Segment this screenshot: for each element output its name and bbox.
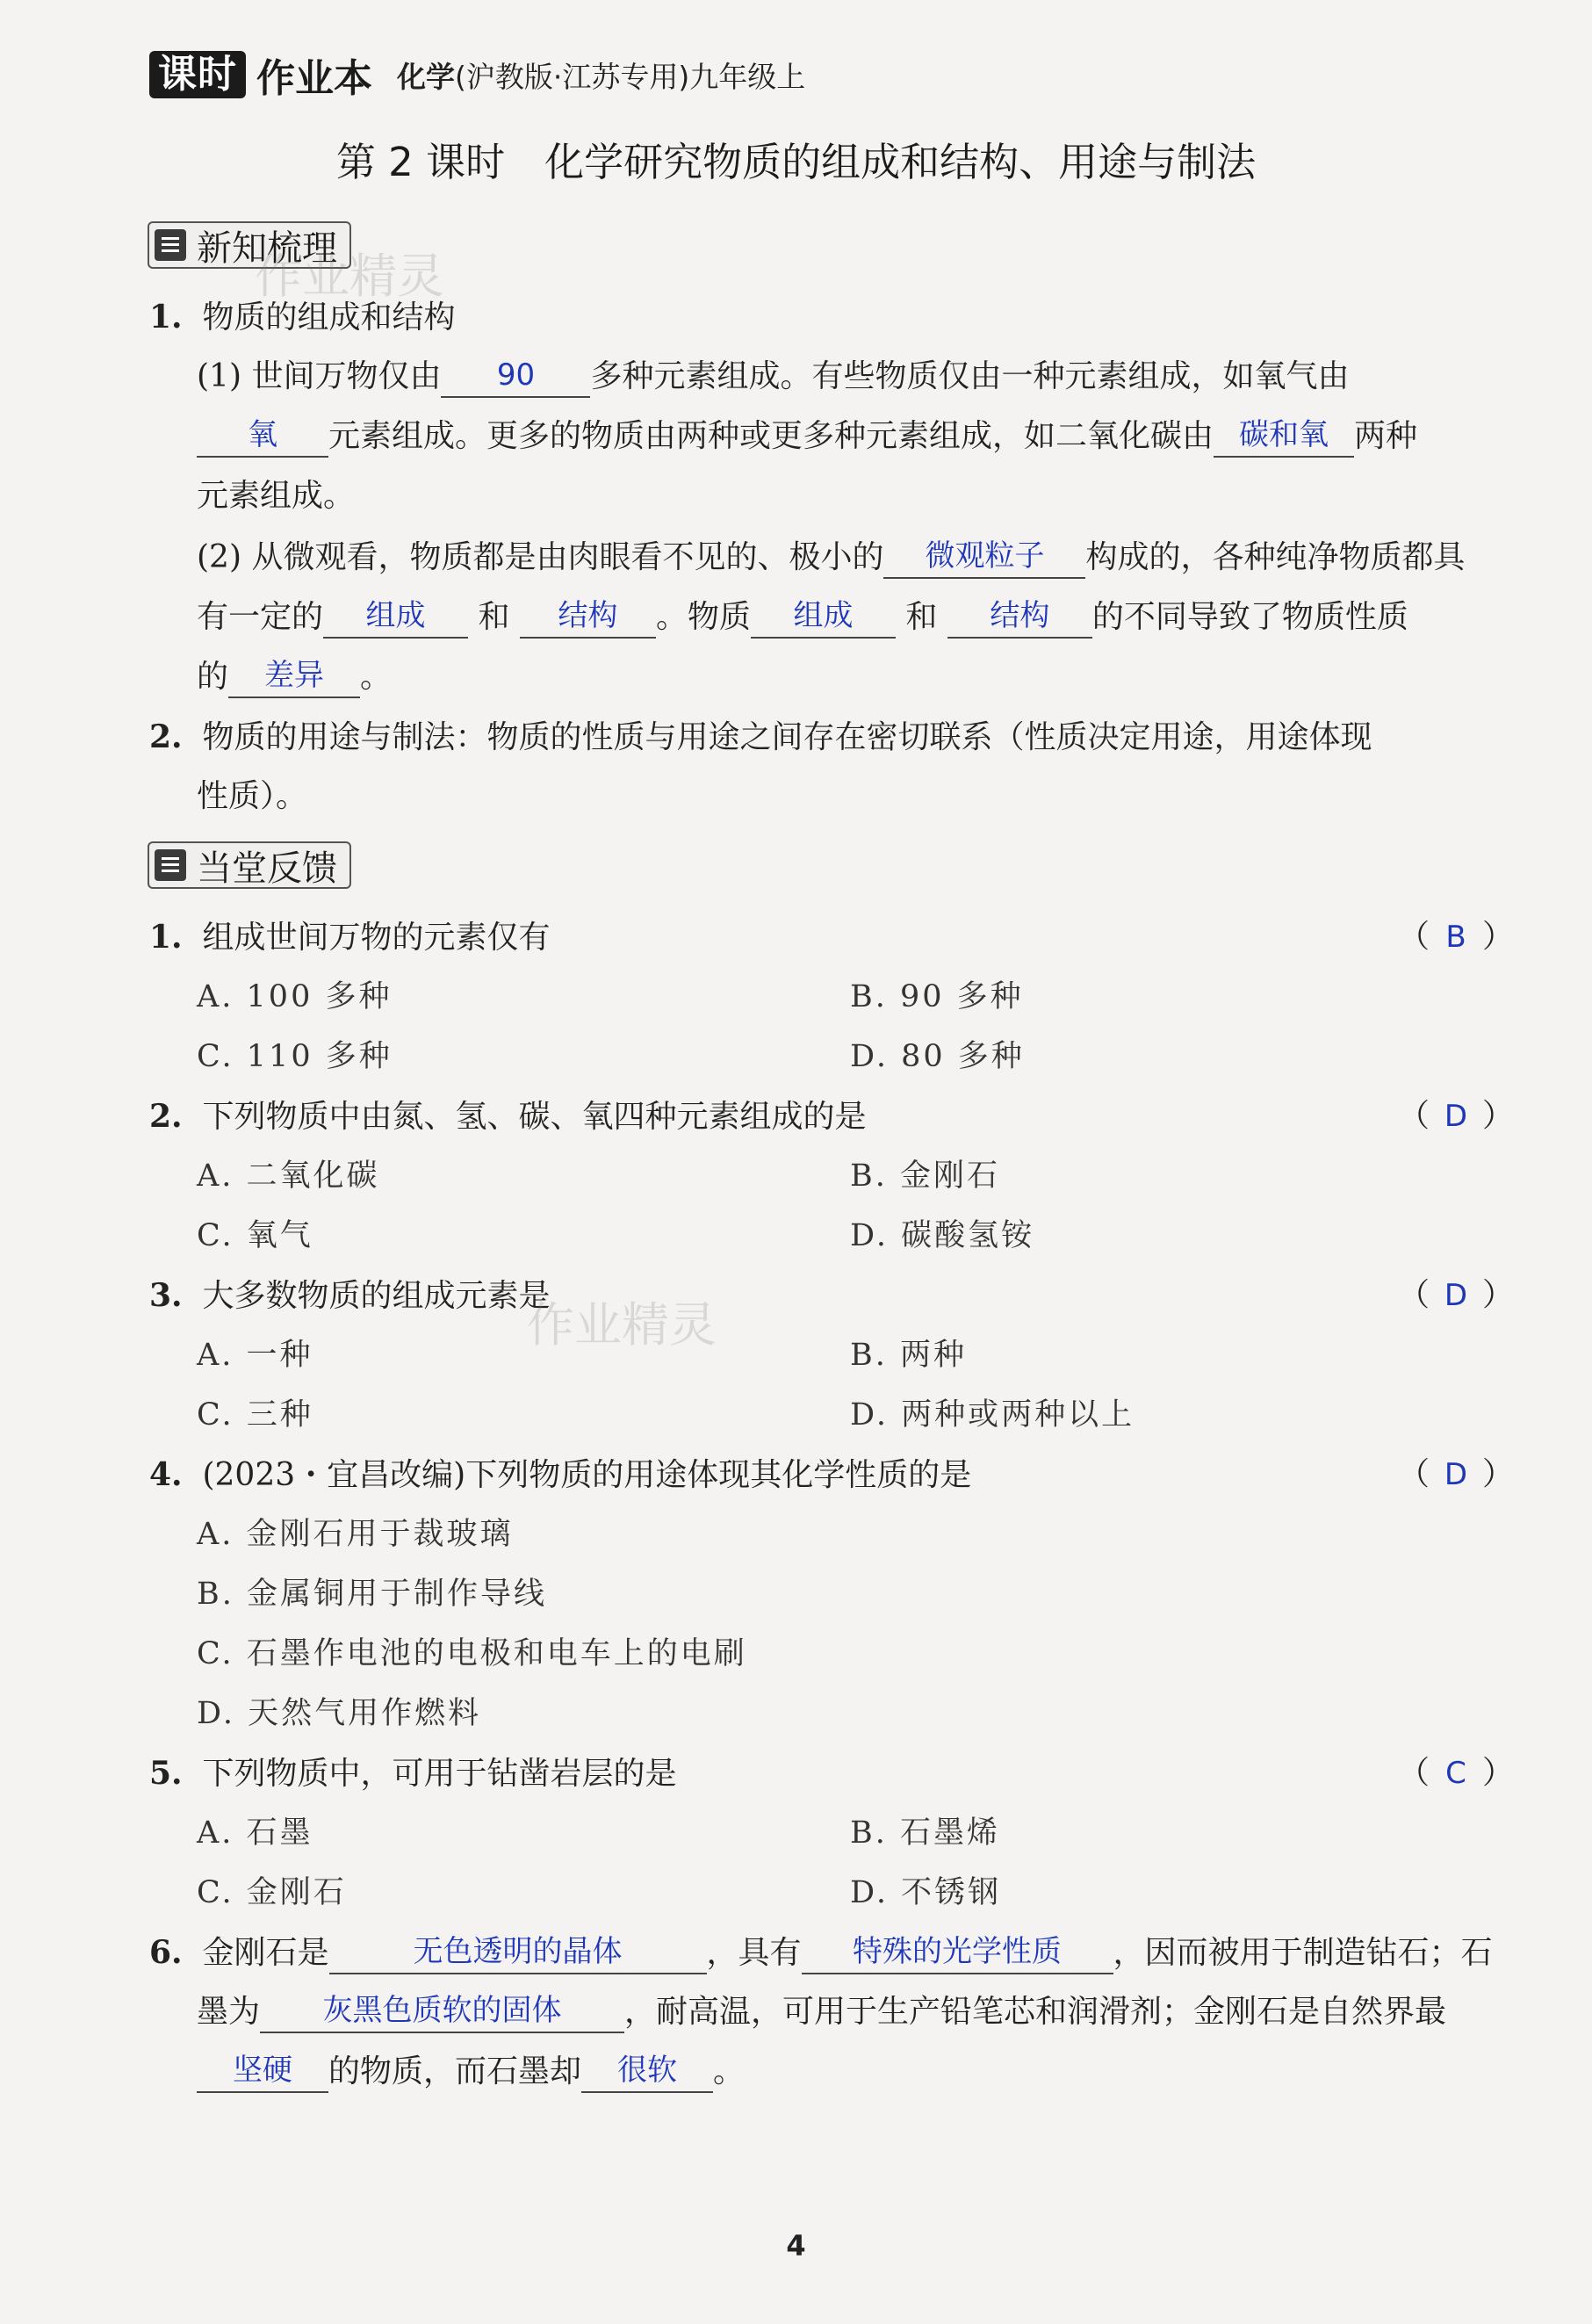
logo-box: 课时 (149, 51, 246, 98)
para-2-line-2: 有一定的 组成 和 结构 。物质 组成 和 结构 的不同导致了物质性质 (197, 596, 1408, 639)
answer-paren: （ D ） (1398, 1454, 1514, 1496)
brand-logo (149, 50, 372, 99)
answer-paren: （ D ） (1398, 1095, 1514, 1137)
option: B. 金属铜用于制作导线 (197, 1577, 547, 1612)
question-6-line-1: 6. 金刚石是 无色透明的晶体 ，具有 特殊的光学性质 ，因而被用于制造钻石；石 (149, 1931, 1493, 1974)
option: D. 不锈钢 (850, 1875, 1002, 1910)
section-tag-class-feedback (148, 841, 351, 889)
para-1-line-1: (1) 世间万物仅由 90 多种元素组成。有些物质仅由一种元素组成，如氧气由 (197, 356, 1349, 398)
item-1-title: 1. 物质的组成和结构 (149, 299, 456, 336)
answer-blank: 碳和氧 (1214, 417, 1354, 458)
question-3: 3. 大多数物质的组成元素是 (149, 1277, 551, 1314)
answer-blank: 坚硬 (197, 2053, 328, 2093)
answer-blank: 组成 (323, 598, 468, 639)
question-6-line-3: 坚硬 的物质，而石墨却 很软 。 (197, 2051, 745, 2093)
answer-paren: （ D ） (1398, 1274, 1514, 1317)
watermark: 作业精灵 (527, 1297, 717, 1353)
choice-answer: C (1445, 1756, 1466, 1791)
question-6-line-2: 墨为 灰黑色质软的固体 ，耐高温，可用于生产铅笔芯和润滑剂；金刚石是自然界最 (197, 1991, 1446, 2033)
book-icon (155, 229, 186, 261)
option: A. 一种 (197, 1338, 313, 1373)
option: B. 90 多种 (850, 979, 1024, 1014)
answer-paren: （ C ） (1398, 1752, 1514, 1794)
option: B. 石墨烯 (850, 1815, 1000, 1851)
logo-text: 作业本 (256, 56, 372, 101)
answer-blank: 很软 (581, 2053, 713, 2093)
answer-blank: 灰黑色质软的固体 (260, 1993, 624, 2033)
option: C. 氧气 (197, 1218, 313, 1253)
choice-answer: D (1444, 1457, 1468, 1492)
answer-blank: 特殊的光学性质 (802, 1934, 1113, 1974)
item-2-line-1: 2. 物质的用途与制法：物质的性质与用途之间存在密切联系（性质决定用途，用途体现 (149, 718, 1372, 755)
question-4: 4. (2023・宜昌改编)下列物质的用途体现其化学性质的是 (149, 1456, 972, 1493)
subject-line (397, 54, 805, 96)
choice-answer: D (1444, 1099, 1468, 1134)
para-2-line-3: 的 差异 。 (197, 656, 392, 698)
answer-blank: 无色透明的晶体 (329, 1934, 707, 1974)
option: C. 石墨作电池的电极和电车上的电刷 (197, 1636, 747, 1671)
pencil-icon (155, 849, 186, 881)
option: C. 金刚石 (197, 1875, 347, 1910)
question-1: 1. 组成世间万物的元素仅有 (149, 919, 551, 956)
page-number: 4 (786, 2229, 806, 2263)
section-label: 新知梳理 (197, 227, 337, 269)
option: C. 110 多种 (197, 1039, 393, 1074)
answer-paren: （ B ） (1398, 916, 1514, 958)
item-2-line-2: 性质）。 (197, 778, 308, 814)
watermark: 作业精灵 (255, 249, 444, 304)
answer-blank: 90 (441, 357, 590, 398)
answer-blank: 差异 (228, 658, 360, 698)
answer-blank: 微观粒子 (883, 538, 1085, 579)
section-label: 当堂反馈 (197, 848, 337, 889)
question-5: 5. 下列物质中，可用于钻凿岩层的是 (149, 1755, 677, 1792)
option: D. 两种或两种以上 (850, 1397, 1135, 1433)
option: B. 两种 (850, 1338, 967, 1373)
option: A. 石墨 (197, 1815, 313, 1851)
answer-blank: 结构 (947, 598, 1092, 639)
para-2-line-1: (2) 从微观看，物质都是由肉眼看不见的、极小的 微观粒子 构成的，各种纯净物质都具 (197, 537, 1465, 579)
answer-blank: 结构 (520, 598, 656, 639)
page-header (149, 48, 805, 101)
choice-answer: D (1444, 1278, 1468, 1313)
option: A. 金刚石用于裁玻璃 (197, 1517, 514, 1552)
option: C. 三种 (197, 1397, 313, 1433)
answer-blank: 氧 (197, 417, 328, 458)
para-1-line-3: 元素组成。 (197, 478, 356, 514)
question-2: 2. 下列物质中由氮、氢、碳、氧四种元素组成的是 (149, 1098, 867, 1135)
para-1-line-2: 氧 元素组成。更多的物质由两种或更多种元素组成，如二氧化碳由 碳和氧 两种 (197, 415, 1417, 458)
lesson-title: 第 2 课时 化学研究物质的组成和结构、用途与制法 (335, 139, 1257, 185)
option: D. 80 多种 (850, 1039, 1025, 1074)
choice-answer: B (1445, 920, 1466, 955)
option: D. 天然气用作燃料 (197, 1696, 482, 1731)
edition: (沪教版·江苏专用)九年级上 (455, 59, 806, 94)
option: A. 100 多种 (197, 979, 393, 1014)
answer-blank: 组成 (751, 598, 896, 639)
subject: 化学 (397, 59, 455, 94)
option: A. 二氧化碳 (197, 1158, 380, 1194)
option: B. 金刚石 (850, 1158, 1000, 1194)
option: D. 碳酸氢铵 (850, 1218, 1035, 1253)
